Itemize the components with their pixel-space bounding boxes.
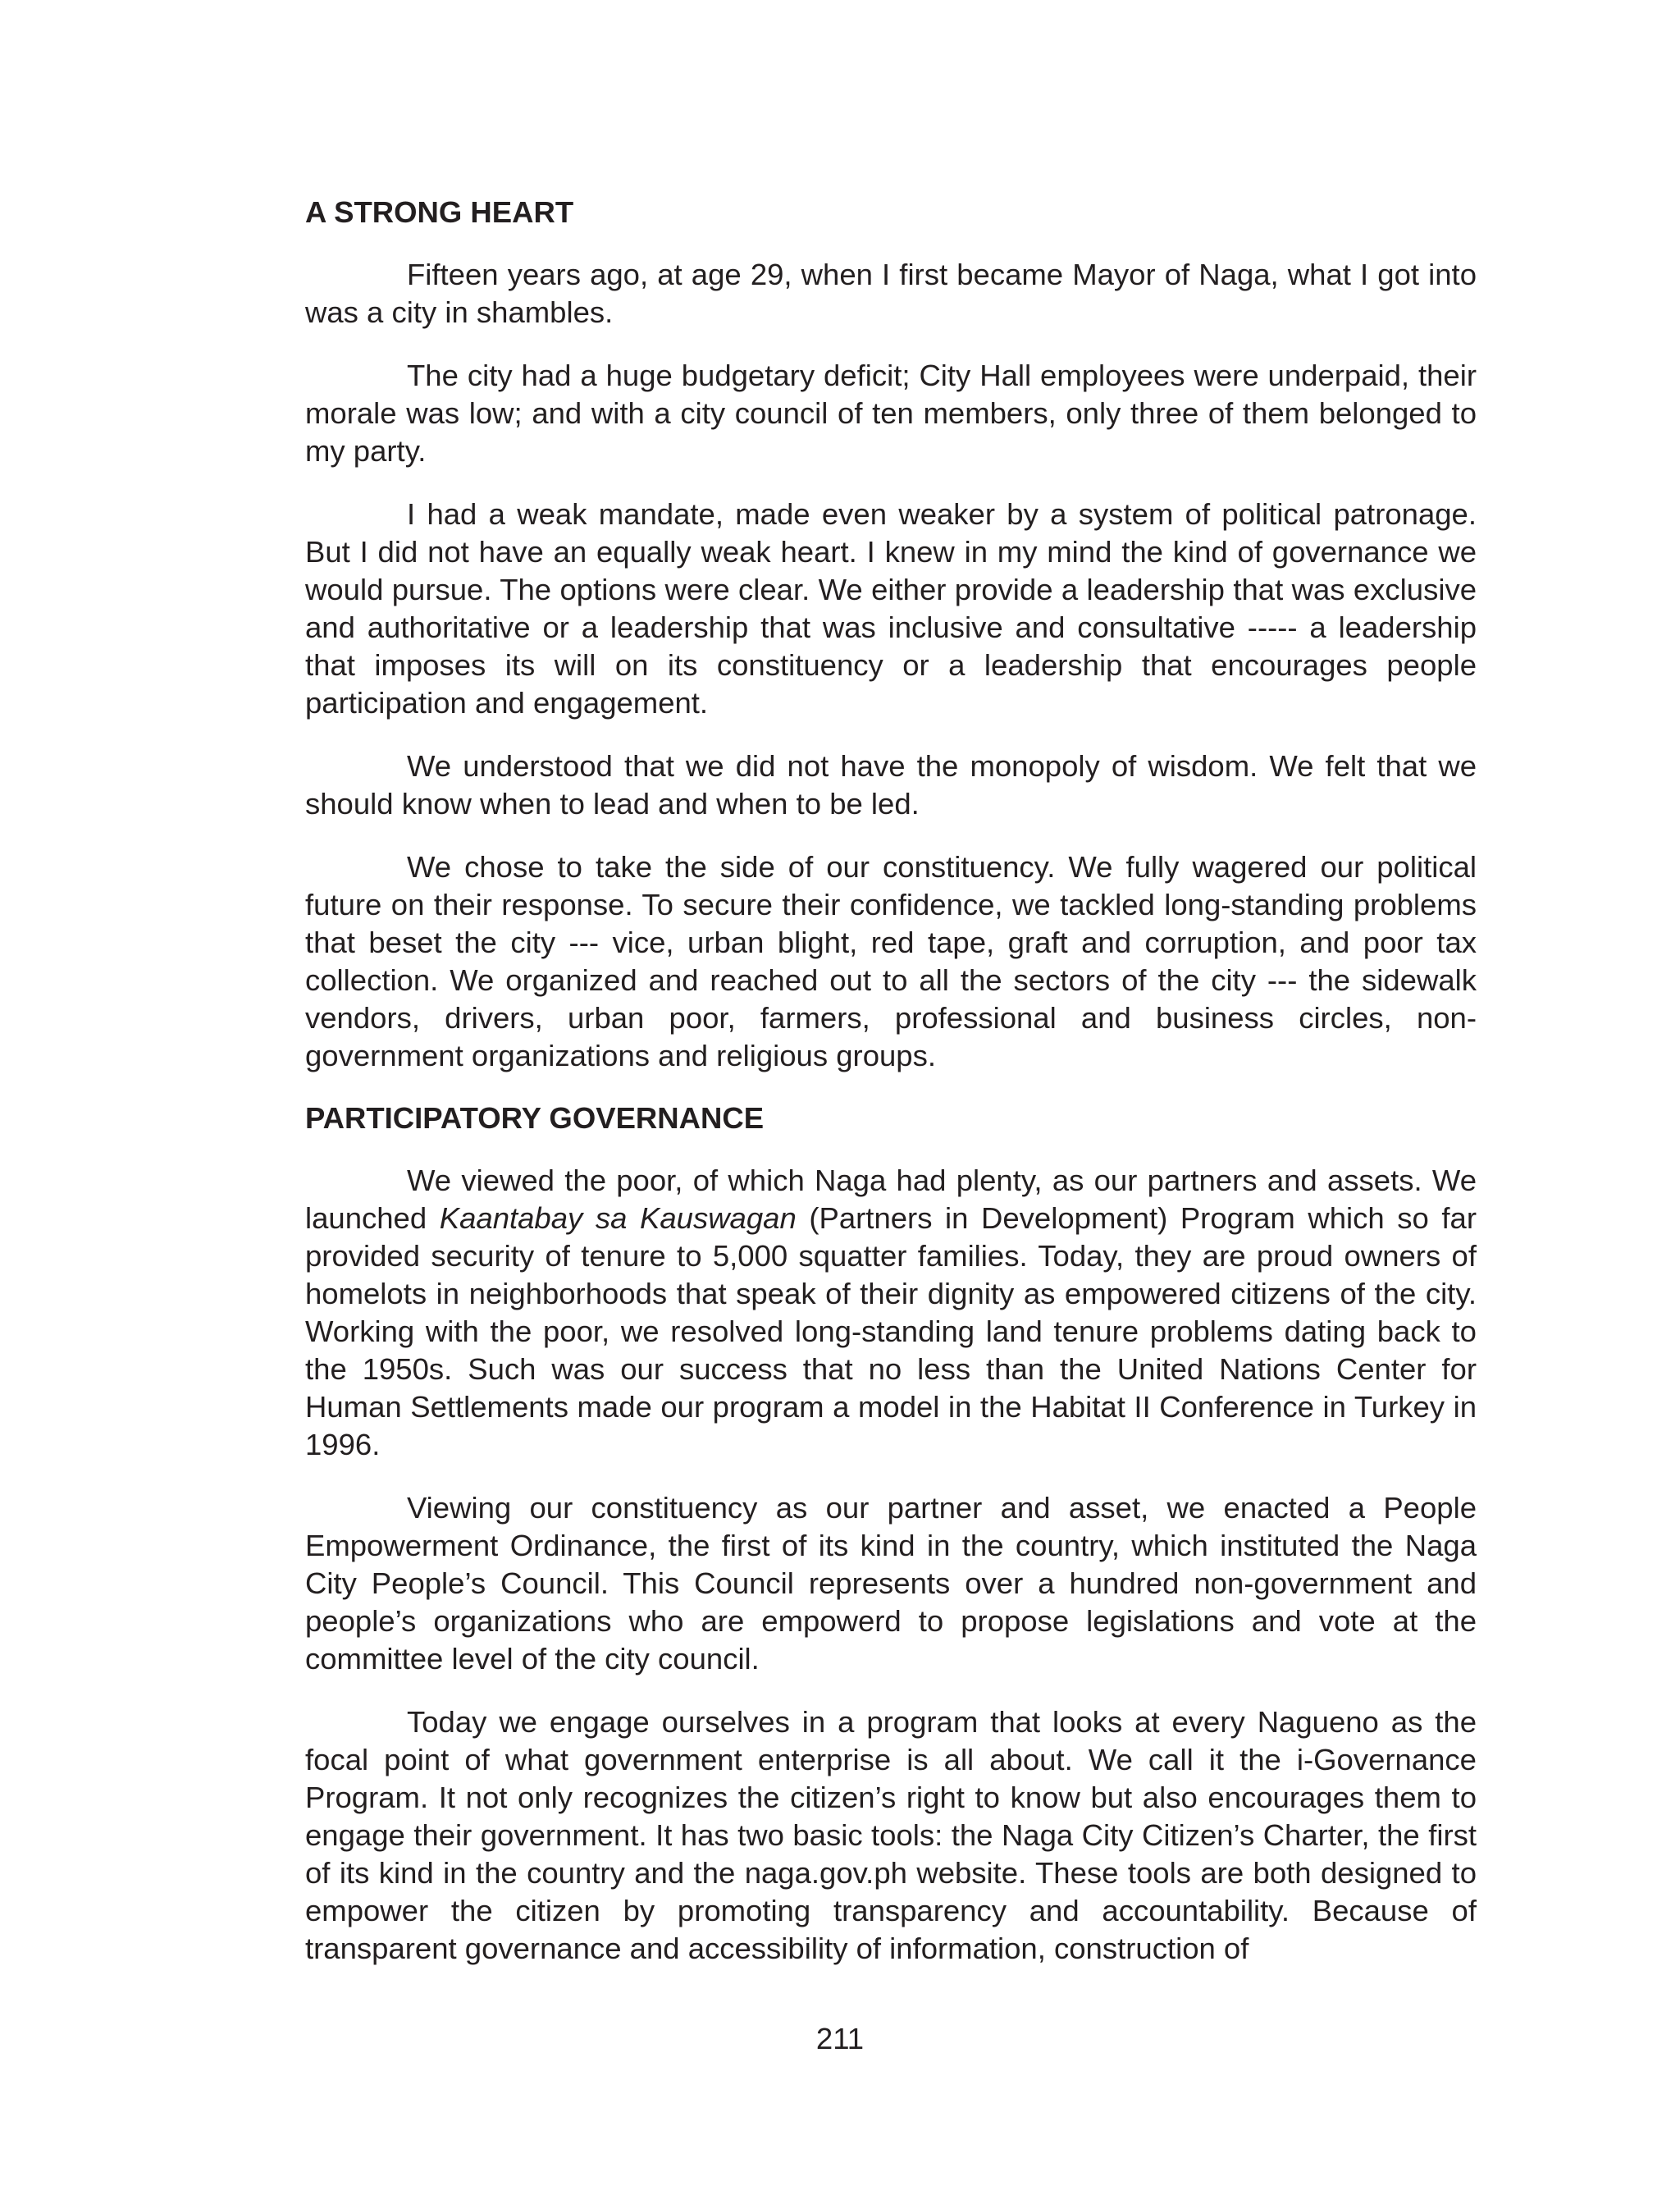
paragraph: We chose to take the side of our constituency. We fully wagered our political future on their response. To secure their confidence, we tackled long-standing problems that beset the city --- vice, urban blight, red tape, graft and corruption, and poor tax collection. We organized and reached out to all the sectors of the city --- the sidewalk vendors, drivers, urban poor, farmers, professional and business circles, non-government organizations and religious groups. bbox=[305, 850, 1477, 1072]
paragraph: Viewing our constituency as our partner and asset, we enacted a People Empowerment Ordinance, the first of its kind in the country, which instituted the Naga City People’s Council. This Council represents over a hundred non-government and people’s organizations who are empowerd to propose legislations and vote at the committee level of the city council. bbox=[305, 1491, 1477, 1676]
paragraph: We understood that we did not have the monopoly of wisdom. We felt that we should know when to lead and when to be led. bbox=[305, 749, 1477, 821]
paragraph: I had a weak mandate, made even weaker by a system of political patronage. But I did not have an equally weak heart. I knew in my mind the kind of governance we would pursue. The options were clear. We either provide a leadership that was exclusive and authoritative or a leadership that was inclusive and consultative ----- a leadership that imposes its will on its constituency or a leadership that encourages people participation and engagement. bbox=[305, 497, 1477, 720]
paragraph: The city had a huge budgetary deficit; City Hall employees were underpaid, their morale was low; and with a city council of ten members, only three of them belonged to my party. bbox=[305, 359, 1477, 468]
paragraph bbox=[305, 1162, 1477, 1464]
program-name-italic: Kaantabay sa Kauswagan bbox=[439, 1201, 797, 1235]
page-number: 211 bbox=[815, 2022, 865, 2055]
paragraph-text: (Partners in Development) Program which so far provided security of tenure to 5,000 squatter families. Today, they are proud owners of homelots in neighborhoods that speak of their dignity as empowered citizens of the city. Working with the poor, we resolved long-standing land tenure problems dating back to the 1950s. Such was our success that no less than the United Nations Center for Human Settlements made our program a model in the Habitat II Conference in Turkey in 1996. bbox=[305, 1201, 1477, 1461]
section-heading-strong-heart: A STRONG HEART bbox=[305, 195, 574, 229]
paragraph: Fifteen years ago, at age 29, when I first became Mayor of Naga, what I got into was a city in shambles. bbox=[305, 258, 1477, 329]
paragraph-text: We viewed the poor, of which Naga had plenty, as our partners and assets. We launched bbox=[305, 1164, 1477, 1235]
section-heading-participatory-governance: PARTICIPATORY GOVERNANCE bbox=[305, 1101, 765, 1135]
document-page bbox=[305, 194, 1477, 1968]
paragraph: Today we engage ourselves in a program that looks at every Nagueno as the focal point of what government enterprise is all about. We call it the i-Governance Program. It not only recognizes the citizen’s right to know but also encourages them to engage their government. It has two basic tools: the Naga City Citizen’s Charter, the first of its kind in the country and the naga.gov.ph website. These tools are both designed to empower the citizen by promoting transparency and accountability. Because of transparent governance and accessibility of information, construction of bbox=[305, 1705, 1477, 1965]
